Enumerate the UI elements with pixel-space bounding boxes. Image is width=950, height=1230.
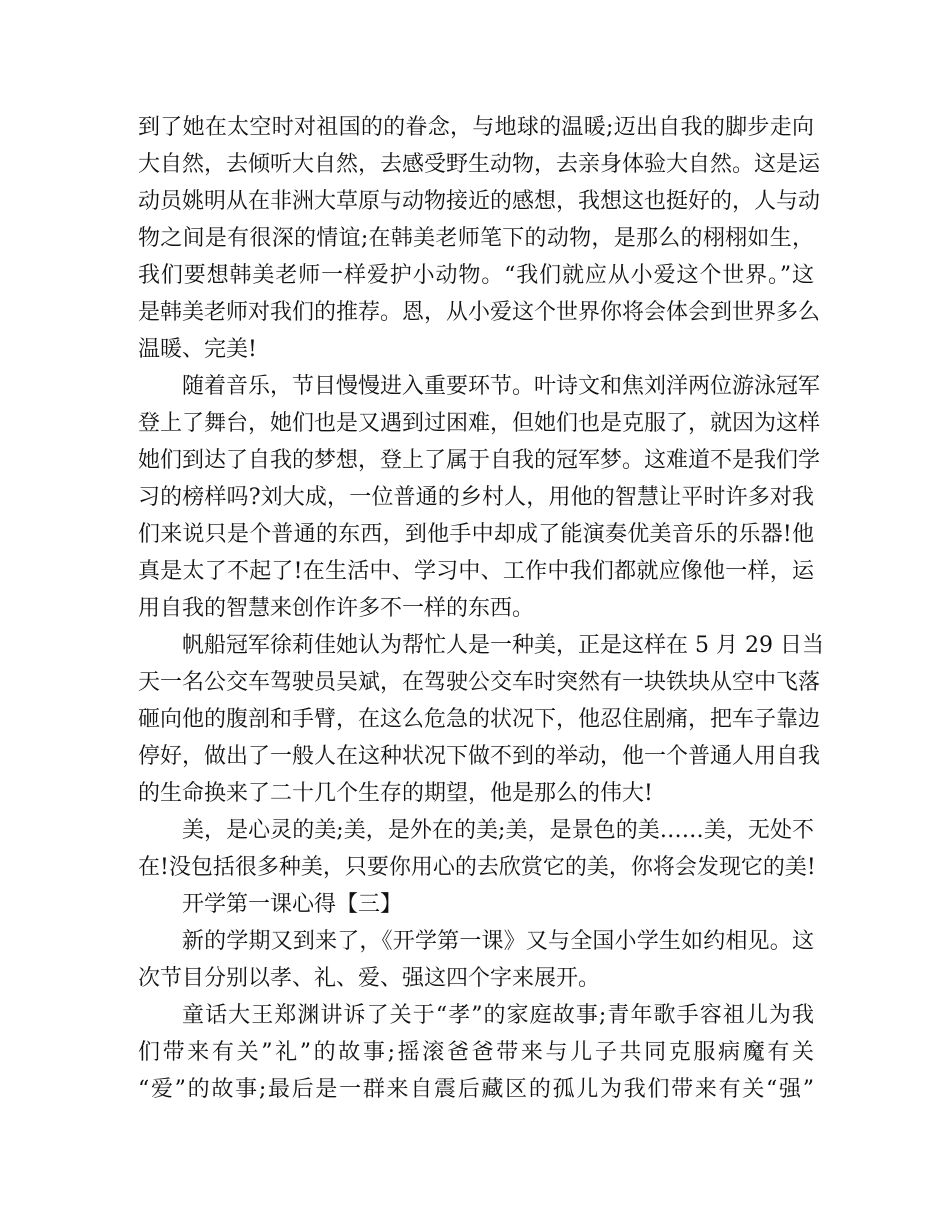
text-line: 童话大王郑渊讲诉了关于“孝”的家庭故事;青年歌手容祖儿为我 <box>182 1003 814 1028</box>
text-line: 天一名公交车驾驶员吴斌，在驾驶公交车时突然有一块铁块从空中飞落 <box>138 670 821 695</box>
text-line: 们来说只是个普通的东西，到他手中却成了能演奏优美音乐的乐器!他 <box>138 522 814 547</box>
paragraph <box>138 997 814 1108</box>
text-line: 到了她在太空时对祖国的的眷念，与地球的温暖;迈出自我的脚步走向 <box>138 115 814 140</box>
text-line: 在!没包括很多种美，只要你用心的去欣赏它的美，你将会发现它的美! <box>138 855 816 880</box>
text-line: “爱”的故事;最后是一群来自震后藏区的孤儿为我们带来有关“强” <box>138 1077 814 1102</box>
text-line: 她们到达了自我的梦想，登上了属于自我的冠军梦。这难道不是我们学 <box>138 448 821 473</box>
text-line: 美，是心灵的美;美，是外在的美;美，是景色的美……美，无处不 <box>182 818 814 843</box>
paragraph <box>138 923 814 997</box>
text-line: 大自然，去倾听大自然，去感受野生动物，去亲身体验大自然。这是运 <box>138 152 821 177</box>
text-line: 动员姚明从在非洲大草原与动物接近的感想，我想这也挺好的，人与动 <box>138 189 821 214</box>
section-heading: 开学第一课心得【三】 <box>182 892 403 917</box>
text-line: 用自我的智慧来创作许多不一样的东西。 <box>138 596 535 621</box>
paragraph <box>138 109 821 368</box>
text-line: 的生命换来了二十几个生存的期望，他是那么的伟大! <box>138 781 653 806</box>
text-line: 真是太了不起了!在生活中、学习中、工作中我们都就应像他一样，运 <box>138 559 814 584</box>
text-line: 们带来有关”礼”的故事;摇滚爸爸带来与儿子共同克服病魔有关 <box>138 1040 814 1065</box>
text-line: 砸向他的腹剖和手臂，在这么危急的状况下，他忍住剧痛，把车子靠边 <box>138 707 821 732</box>
text-line: 习的榜样吗?刘大成，一位普通的乡村人，用他的智慧让平时许多对我 <box>138 485 814 510</box>
text-line: 次节目分别以孝、礼、爱、强这四个字来展开。 <box>138 966 601 991</box>
paragraph <box>138 627 824 812</box>
text-line: 帆船冠军徐莉佳她认为帮忙人是一种美，正是这样在 5 月 29 日当 <box>182 633 824 658</box>
paragraph <box>138 812 814 886</box>
paragraph <box>138 368 821 627</box>
text-line: 物之间是有很深的情谊;在韩美老师笔下的动物，是那么的栩栩如生， <box>138 226 814 251</box>
text-line: 登上了舞台，她们也是又遇到过困难，但她们也是克服了，就因为这样 <box>138 411 821 436</box>
text-line: 温暖、完美! <box>138 337 257 362</box>
text-line: 是韩美老师对我们的推荐。恩，从小爱这个世界你将会体会到世界多么 <box>138 300 821 325</box>
text-line: 停好，做出了一般人在这种状况下做不到的举动，他一个普通人用自我 <box>138 744 821 769</box>
text-line: 新的学期又到来了，《开学第一课》又与全国小学生如约相见。这 <box>182 929 814 954</box>
text-line: 随着音乐，节目慢慢进入重要环节。叶诗文和焦刘洋两位游泳冠军 <box>182 374 821 399</box>
text-line: 我们要想韩美老师一样爱护小动物。“我们就应从小爱这个世界。”这 <box>138 263 814 288</box>
document-body <box>138 109 824 1108</box>
